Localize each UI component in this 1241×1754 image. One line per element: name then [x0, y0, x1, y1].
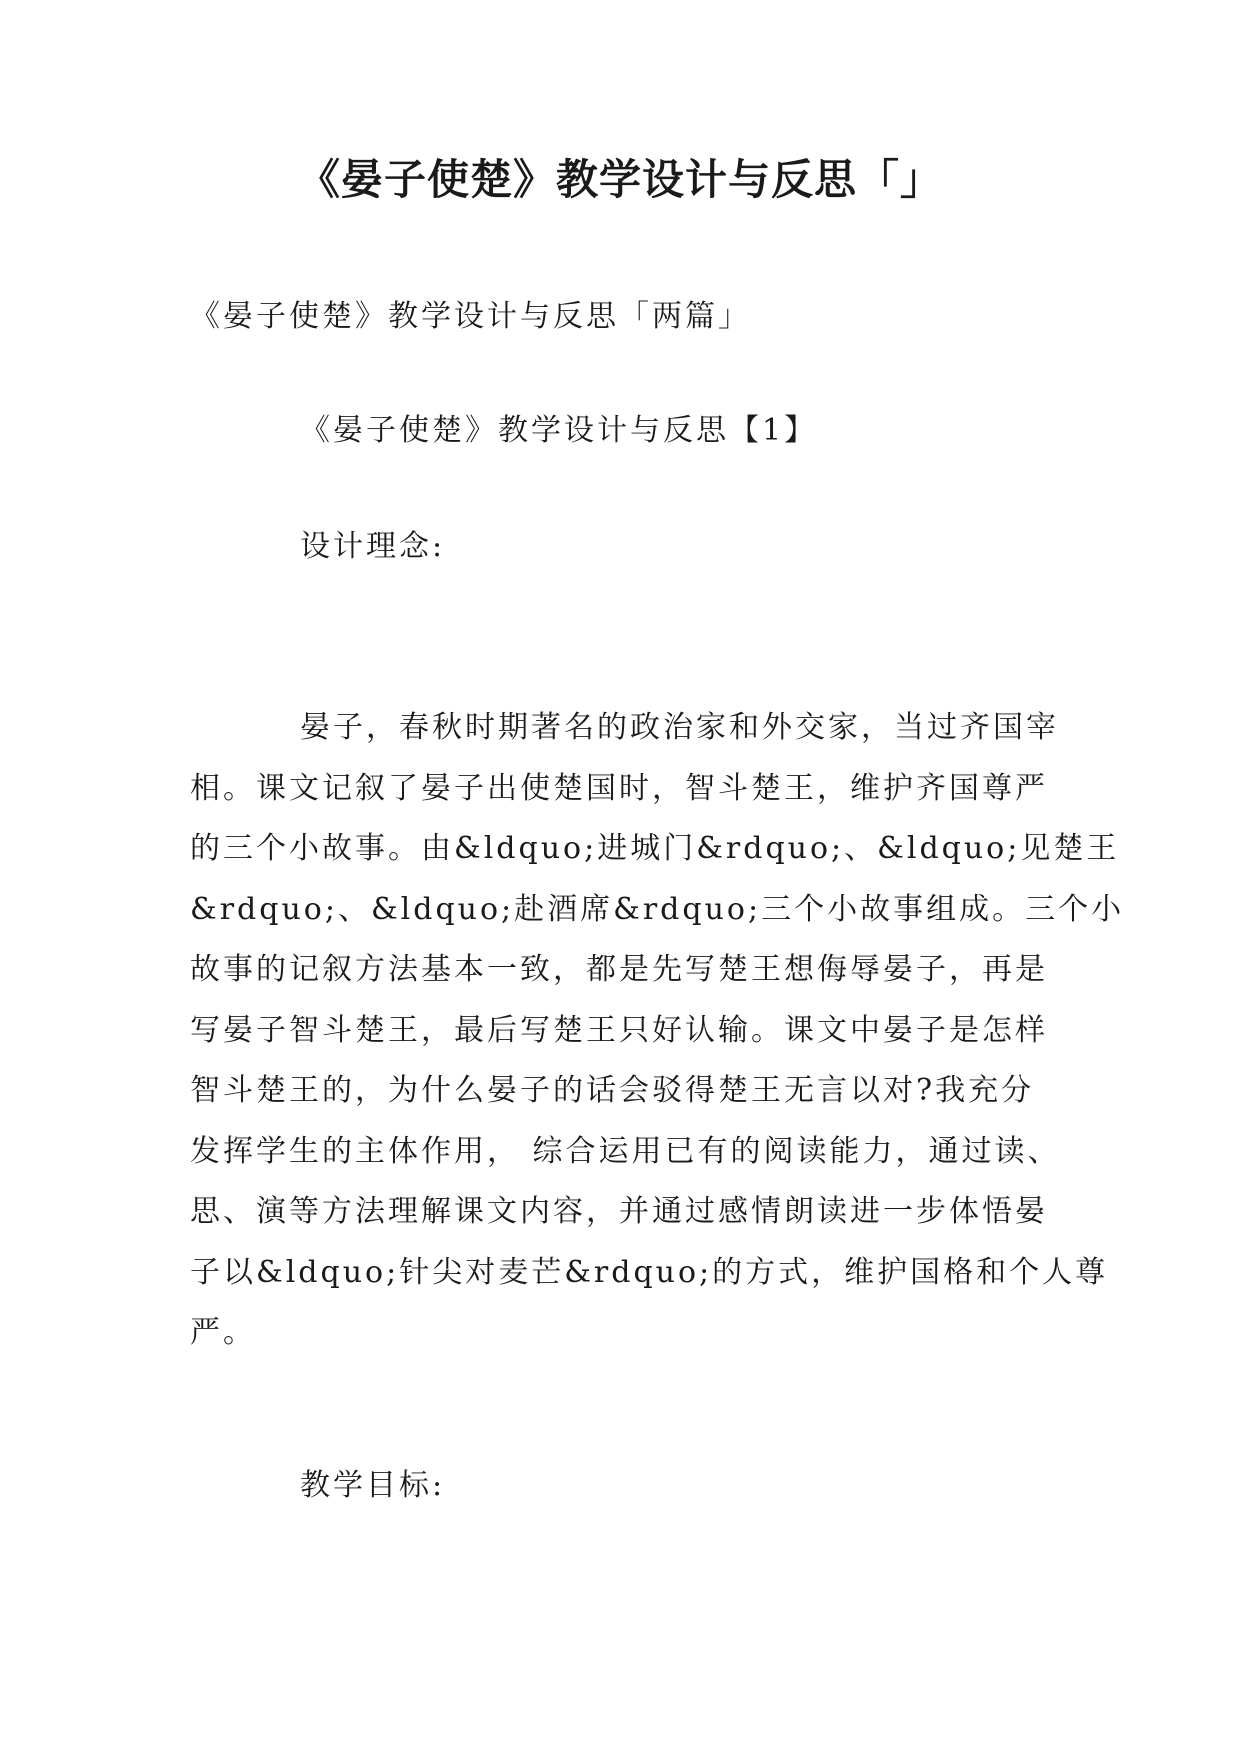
paragraph-line: 严。 — [190, 1315, 256, 1350]
paragraph-line: 写晏子智斗楚王，最后写楚王只好认输。课文中晏子是怎样 — [190, 1012, 1048, 1048]
paragraph-line: 思、演等方法理解课文内容，并通过感情朗读进一步体悟晏 — [190, 1194, 1048, 1229]
teaching-goal-label: 教学目标: — [300, 1468, 446, 1503]
design-concept-paragraph — [190, 698, 1125, 1364]
paragraph-line: 发挥学生的主体作用， 综合运用已有的阅读能力，通过读、 — [190, 1133, 1061, 1169]
paragraph-line: 相。课文记叙了晏子出使楚国时，智斗楚王，维护齐国尊严 — [190, 770, 1048, 806]
paragraph-line: 故事的记叙方法基本一致，都是先写楚王想侮辱晏子，再是 — [190, 952, 1048, 987]
paragraph-line: 智斗楚王的，为什么晏子的话会驳得楚王无言以对?我充分 — [190, 1073, 1035, 1108]
paragraph-line: 晏子，春秋时期著名的政治家和外交家，当过齐国宰 — [300, 710, 1059, 745]
paragraph-line: 子以&ldquo;针尖对麦芒&rdquo;的方式，维护国格和个人尊 — [190, 1254, 1109, 1290]
document-subtitle: 《晏子使楚》教学设计与反思「两篇」 — [190, 299, 751, 334]
document-title: 《晏子使楚》教学设计与反思「」 — [297, 155, 943, 204]
section-heading: 《晏子使楚》教学设计与反思【1】 — [300, 413, 818, 448]
paragraph-line: &rdquo;、&ldquo;赴酒席&rdquo;三个小故事组成。三个小 — [190, 891, 1125, 927]
design-concept-label: 设计理念: — [300, 529, 446, 564]
paragraph-line: 的三个小故事。由&ldquo;进城门&rdquo;、&ldquo;见楚王 — [190, 831, 1120, 866]
